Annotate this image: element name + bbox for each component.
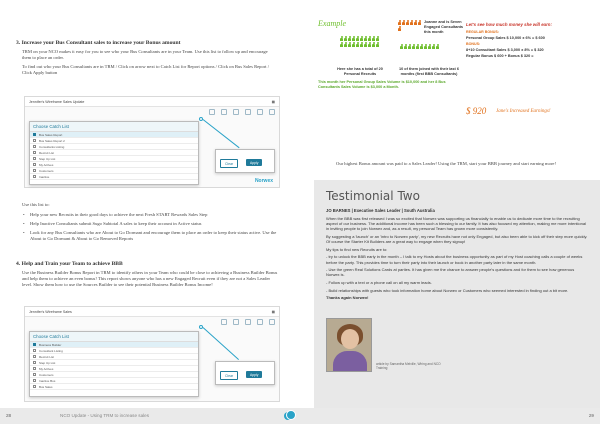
person-icon (360, 42, 363, 47)
total-value: $ 920 (466, 106, 487, 116)
grid-icon: ▦ (271, 100, 275, 104)
list-item: - try to unlock the BBB early in the month – I talk to my Hosts about the business opportunity as part of my Host coaching calls a couple of weeks before the party. This provides time to turn their party into their launch or book in another party later in the same month. (326, 254, 583, 265)
section3-para1: TRM on your NCO makes it easy for you to see who your Bus Consultants are in your Team. Use this list to follow up and encourage them to place an order. (22, 49, 268, 61)
list-item[interactable]: Inactive Bus (30, 378, 198, 384)
left-caption: Here she has a total of 20 Personal Recruits (337, 67, 383, 76)
screenshot-header: Jennifer's Wireframe Sales Update ▦ (25, 97, 279, 107)
list-item[interactable]: Bus Sales (30, 384, 198, 390)
bonus-line: 8+10 Consultant Sales $ 3,000 x 8% = $ 320 (466, 48, 544, 52)
use-list-intro: Use this list to: (22, 202, 50, 207)
screenshot-header: Jennifer's Wireframe Sales ▦ (25, 307, 279, 317)
report-icon (221, 319, 227, 325)
callout-line (203, 327, 239, 360)
person-icon (398, 20, 401, 25)
bbb-people-group (400, 44, 446, 49)
filter-icon (233, 319, 239, 325)
list-item[interactable]: Customers (30, 168, 198, 174)
list-item[interactable]: Consultant Listing (30, 348, 198, 354)
middle-caption: 10 of them joined with their last 6 months (first BBB Consultants) (399, 67, 459, 76)
filter-icon (221, 109, 227, 115)
list-item[interactable]: Inactive (30, 174, 198, 180)
catch-list-dialog: Choose Catch List Business Builder Consultant Listing Recruit List Step Up List My Actives Customers Inactive Bus Bus Sales (29, 331, 199, 397)
norwex-logo-icon (286, 410, 296, 420)
person-icon (364, 36, 367, 41)
calc-title: Let's see how much money she will earn: (466, 22, 552, 27)
person-icon (408, 44, 411, 49)
person-icon (352, 36, 355, 41)
person-icon (398, 26, 401, 31)
grid-icon: ▦ (271, 310, 275, 314)
screenshot-toolbar (25, 317, 279, 327)
page-number: 28 (6, 413, 12, 418)
person-icon (372, 42, 375, 47)
list-item: - Use the green Real Solutions Cards at parties. It has given me the chance to answer people's questions and for them to see how generous Norwex is. (326, 267, 575, 278)
testimonial-box (314, 180, 600, 410)
screenshot-toolbar (25, 107, 279, 117)
trm-screenshot-1 (24, 96, 280, 188)
section3-heading: 3. Increase your Bus Consultant sales to increase your Bonus amount (16, 40, 181, 46)
person-icon (404, 44, 407, 49)
list-item[interactable]: My Actives (30, 162, 198, 168)
person-icon (352, 42, 355, 47)
testimonial-photo (326, 318, 372, 372)
mail-icon (257, 109, 263, 115)
person-icon (412, 44, 415, 49)
person-icon (428, 44, 431, 49)
right-page (300, 0, 600, 424)
section4-para: Use the Business Builder Bonus Report in TRM to identify others in your Team who could be close to achieving a Business Builder Bonus and help them to achieve an even bonus! This report shows anyone who has a new Engaged Recruit even if they are not a Sales Leader level. Show them how to use the Sources Builder to see their potential Business Builder Bonus Income! (22, 270, 278, 288)
middle-title: Joanne and is Seven Engaged Consultants this month (424, 20, 464, 34)
list-item[interactable]: Bus Sales Report (30, 132, 198, 138)
regular-bonus-label: REGULAR BONUS: (466, 30, 499, 34)
footer-text: NCO Update - Using TRM to increase sales (60, 413, 150, 418)
person-icon (344, 36, 347, 41)
person-icon (436, 44, 439, 49)
callout-dot (199, 325, 203, 329)
list-item[interactable]: Bus Sales Report 2 (30, 138, 198, 144)
page-number: 29 (588, 413, 594, 418)
person-icon (356, 36, 359, 41)
person-icon (348, 42, 351, 47)
person-icon (402, 20, 405, 25)
list-item[interactable]: Recruit List (30, 150, 198, 156)
example-title: Example (318, 19, 346, 28)
regular-bonus-line: Personal Group Sales $ 10,000 x 6% = $ 600 (466, 36, 545, 40)
person-icon (368, 42, 371, 47)
callout-dot (199, 117, 203, 121)
person-icon (432, 44, 435, 49)
export-icon (245, 319, 251, 325)
report-icon (209, 109, 215, 115)
export-icon (233, 109, 239, 115)
recruit-people-group (340, 36, 380, 47)
section4-heading: 4. Help and Train your Team to achieve BBB (16, 261, 123, 267)
question-text: Our highest Bonus amount was paid to a Sales Leader! Using the TRM, start your BBB journey and start earning more! (336, 161, 556, 166)
list-item[interactable]: Step Up List (30, 156, 198, 162)
person-icon (376, 42, 379, 47)
clear-button[interactable]: Clear (220, 371, 238, 380)
apply-button[interactable]: Apply (246, 159, 262, 166)
settings-icon (269, 109, 275, 115)
person-icon (372, 36, 375, 41)
person-icon (360, 36, 363, 41)
brand-logo: Norwex (254, 178, 273, 184)
total-tag: Jane's Increased Earnings! (496, 109, 551, 114)
clear-button[interactable]: Clear (220, 159, 238, 168)
print-icon (257, 319, 263, 325)
person-icon (340, 42, 343, 47)
person-icon (410, 20, 413, 25)
use-list-bullets (22, 212, 278, 245)
mail-icon (269, 319, 275, 325)
list-item: • Help your new Recruits in their good days to achieve the next Fresh START Rewards Sales Step (22, 212, 278, 218)
list-item: - Build relationships with guests who took information home about Norwex or Customers who seemed interested in finding out a bit more. (326, 287, 569, 293)
thanks-line: Thanks again Norwex! (326, 295, 369, 301)
list-item[interactable]: Consultants Listing (30, 144, 198, 150)
list-item: • Help Inactive Consultants submit Sugo Subtotal A sales to keep their account in Active status (22, 221, 278, 227)
person-icon (348, 36, 351, 41)
apply-panel (215, 361, 275, 385)
catch-list-dialog: Choose Catch List Bus Sales Report Bus Sales Report 2 Consultants Listing Recruit List Step Up List My Actives Customers Inactive (29, 121, 199, 185)
person-icon (356, 42, 359, 47)
person-icon (414, 20, 417, 25)
list-item[interactable]: Business Builder (30, 342, 198, 348)
testimonial-body: When the BBB was first released I was so excited that Norwex was supporting us financially to enable us to dedicate more time to the recruiting aspect of our business. The additional income has been such a blessing to our family. It has also focused my attention, making me more intentional in inviting people to join Norwex and, as a result, my personal Team has grown more consistently. By suggesting a 'launch' or an 'intro to Norwex party', my new Recruits have not only Engaged, but also been able to kick off their step more quickly. Of course the Starter Kit Builders are a great way to engage when they signup! My tips to find new Recruits are to: - try to unlock the BBB early in the month – I talk to my Hosts about the business opportunity as part of my Host coaching calls a couple of weeks before the party. This provides time to turn their party into their launch or book in another party later in the same month. - Use the green Real Solutions Cards at parties. It has given me the chance to answer people's questions and for them to see how generous Norwex is. - Follow up with a text or a phone call on all my warm leads. - Build relationships with guests who took information home about Norwex or Customers who seemed interested in finding out a bit more. Thanks again Norwex! (326, 216, 588, 301)
total-line: Regular Bonus $ 600 + Bonus $ 320 = (466, 54, 534, 58)
person-icon (368, 36, 371, 41)
list-item[interactable]: Recruit List (30, 354, 198, 360)
trm-screenshot-2 (24, 306, 280, 402)
example-box (318, 14, 590, 134)
list-item[interactable]: Customers (30, 372, 198, 378)
person-icon (364, 42, 367, 47)
person-icon (420, 44, 423, 49)
bonus-label: BONUS: (466, 42, 481, 46)
person-icon (406, 20, 409, 25)
person-icon (344, 42, 347, 47)
testimonial-title: Testimonial Two (326, 189, 420, 203)
apply-button[interactable]: Apply (246, 371, 262, 378)
photo-caption: article by Samantha Melville, Wiring and NCO Training (376, 362, 441, 370)
calculation-panel (466, 22, 590, 60)
list-item: - Follow up with a text or a phone call on all my warm leads. (326, 279, 432, 285)
green-note: This month her Personal Group Sales Volume is $10,000 and her 8 Bus Consultants Sales Volume is $3,000 a Month. (318, 80, 446, 89)
apply-panel (215, 149, 275, 173)
list-item: • Look for any Bus Consultants who are About to Go Dormant and encourage them to place an order to keep their status active. Use the About to Go Dormant & About to Go Removed Reports (22, 230, 278, 242)
person-icon (418, 20, 421, 25)
list-item[interactable]: Step Up List (30, 360, 198, 366)
engaged-people-group (398, 20, 424, 31)
person-icon (424, 44, 427, 49)
right-footer (300, 408, 600, 424)
callout-line (203, 119, 240, 148)
print-icon (245, 109, 251, 115)
testimonial-byline: JO BARNES | Executive Sales Leader | South Australia (326, 208, 435, 213)
person-icon (376, 36, 379, 41)
left-footer (0, 408, 300, 424)
section3-para2: To find out who your Bus Consultants are in TRM / Click on arrow next to Catch List for Report options / Click on Bus Sales Report / Click Apply button (22, 64, 269, 76)
person-icon (400, 44, 403, 49)
person-icon (340, 36, 343, 41)
list-item[interactable]: My Actives (30, 366, 198, 372)
person-icon (416, 44, 419, 49)
